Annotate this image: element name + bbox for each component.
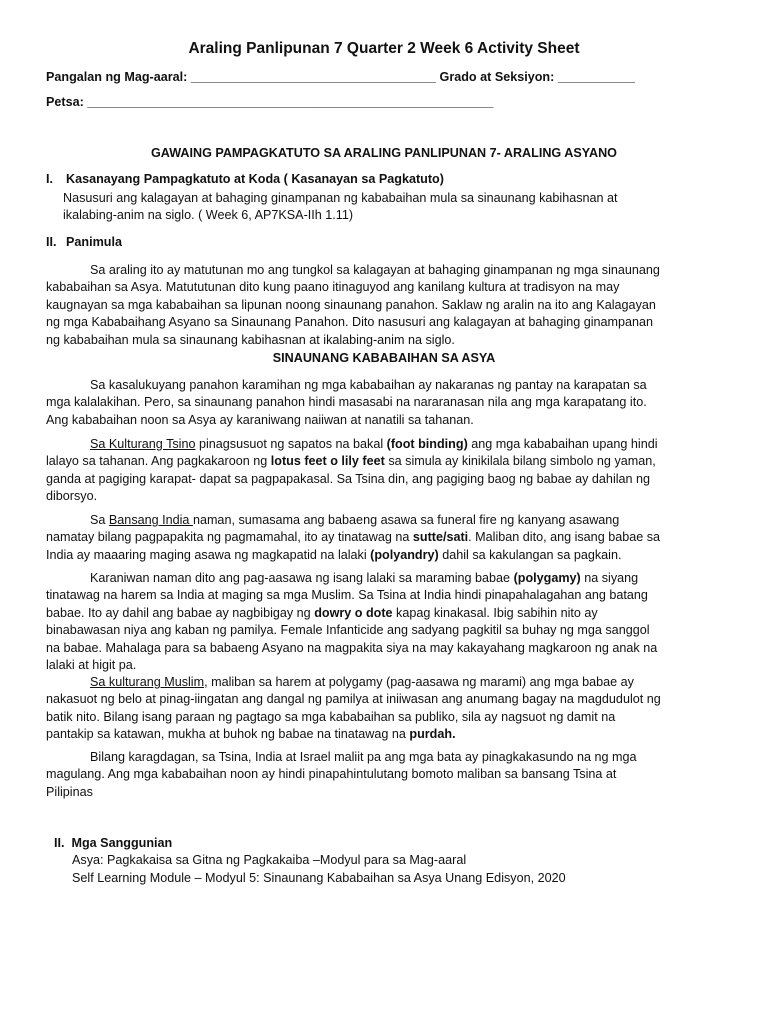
grade-label: Grado at Seksiyon: [439, 70, 555, 84]
text-run: naman, sumasama ang babaeng asawa sa funeral fire ng kanyang asawang [192, 513, 620, 527]
text-run: maliban sa harem at polygamy (pag-aasawa ng marami) ang mga babae ay [207, 675, 634, 689]
intro-line: kababaihan sa Asya. Matututunan dito kung paano itinaguyod ang kanilang kultura at tradisyon na may [46, 280, 620, 295]
date-label: Petsa: [46, 95, 84, 109]
paragraph-kulturang-muslim [46, 674, 718, 744]
paragraph-line: na babae. Mahalaga para sa babaeng Asyano na magpakita siya na may kakayahang magkaroon ng anak na [46, 640, 658, 655]
bold-term: dowry o dote [314, 605, 393, 620]
paragraph-line: batik nito. Bilang isang paraan ng pagtago sa mga kababaihan sa publiko, sila ay nagsuot ng damit na [46, 709, 616, 724]
text-run: na siyang [580, 571, 639, 585]
paragraph-polygamy [46, 570, 718, 674]
text-run: pantakip sa katawan, mukha at buhok ng babae na tinatawag na [46, 727, 410, 742]
paragraph-line: Bilang karagdagan, sa Tsina, India at Israel maliit pa ang mga bata ay pinagkakasundo na ng mga [90, 750, 637, 764]
section-1-line: ikalabing-anim na siglo. ( Week 6, AP7KSA-IIh 1.11) [63, 208, 354, 223]
paragraph-line [46, 726, 718, 743]
paragraph-karagdagan [46, 749, 718, 801]
intro-line: ng kababaihan mula sa sinaunang kabihasnan at ikalabing-anim na siglo. [46, 332, 455, 347]
text-run: namatay bilang pagpapakita ng pagmamahal, ito ay tinatawag na [46, 530, 413, 545]
bold-term: sutte/sati [412, 530, 469, 545]
paragraph-line [46, 547, 718, 564]
section-1-heading [46, 172, 444, 186]
intro-line: kaugnayan sa mga kababaihan sa lipunan noong sinaunang panahon. Saklaw ng aralin na ito ang Kalagayan [46, 297, 656, 312]
paragraph-line: nakasuot ng belo at pinag-iingatan ang dangal ng pamilya at iniiwasan ang anumang bagay na magdudulot ng [46, 692, 661, 707]
activity-heading: GAWAING PAMPAGKATUTO SA ARALING PANLIPUNAN 7- ARALING ASYANO [151, 146, 617, 160]
paragraph-line: Ang kababaihan noon sa Asya ay karaniwang naiiwan at nanatili sa tahanan. [46, 412, 474, 427]
intro-paragraph [46, 262, 718, 349]
grade-blank-line[interactable]: ___________ [557, 70, 635, 84]
text-run: . Maliban dito, ang isang babae sa [468, 530, 661, 545]
underlined-term: Sa kulturang Muslim, [90, 675, 208, 689]
references-heading [54, 835, 566, 852]
paragraph-line: lalaki at higit pa. [46, 658, 137, 673]
underlined-term: Bansang India [108, 513, 193, 527]
paragraph-line [46, 529, 718, 546]
text-run: dahil sa kakulangan sa pagkain. [438, 547, 622, 562]
text-run: sa simula ay kinikilala bilang simbolo ng yaman, [384, 454, 656, 469]
text-run: ang mga kababaihan upang hindi [467, 437, 658, 451]
paragraph-line [46, 436, 718, 453]
text-run: babae. Ito ay dahil ang babae ay nagbibigay ng [46, 605, 315, 620]
text-run: pinagsusuot ng sapatos na bakal [195, 437, 387, 451]
bold-term: (polygamy) [513, 571, 581, 585]
text-run: lalayo sa tahanan. Ang pagkakaroon ng [46, 454, 271, 469]
date-row [46, 95, 494, 109]
paragraph-line [46, 512, 718, 529]
paragraph-line: Sa kasalukuyang panahon karamihan ng mga kababaihan ay nakaranas ng pantay na karapatan sa [90, 378, 647, 392]
paragraph-line: magulang. Ang mga kababaihan noon ay hindi pinapahintulutang bomoto maliban sa bansang Tsina at [46, 767, 617, 782]
bold-term: lotus feet o lily feet [270, 454, 385, 469]
bold-term: (foot binding) [386, 437, 468, 451]
text-run: kapag kinakasal. Ibig sabihin nito ay [392, 605, 598, 620]
subheading-sinaunang-kababaihan: SINAUNANG KABABAIHAN SA ASYA [272, 351, 496, 365]
section-1-body [63, 190, 618, 225]
paragraph-line [46, 453, 718, 470]
page-title: Araling Panlipunan 7 Quarter 2 Week 6 Activity Sheet [188, 40, 580, 57]
name-label: Pangalan ng Mag-aaral: [46, 70, 188, 84]
intro-line: ng mga Kababaihang Asyano sa Sinaunang Panahon. Dito nasusuri ang kalagayan at bahaging ginampanan [46, 315, 654, 330]
paragraph-line: ganda at pagiging karapat- dapat sa pagpapakasal. Sa Tsina din, ang pagiging baog ng babae ay dahilan ng [46, 471, 651, 486]
name-blank-line[interactable]: ___________________________________ [190, 70, 437, 84]
paragraph-1 [46, 377, 718, 429]
section-2-number: II. [46, 235, 57, 249]
paragraph-line: tinatawag na harem sa India at maging sa mga Muslim. Sa Tsina at India hindi pinapahalagahan ang batang [46, 588, 648, 603]
paragraph-line: diborsyo. [46, 489, 98, 504]
intro-line: Sa araling ito ay matutunan mo ang tungkol sa kalagayan at bahaging ginampanan ng mga sinaunang [90, 263, 660, 277]
text-run: Sa [90, 513, 109, 527]
section-2-title: Panimula [66, 235, 122, 249]
paragraph-line: binabawasan niya ang kaban ng pamilya. Female Infanticide ang sadyang pagkitil sa buhay ng mga sanggol [46, 623, 650, 638]
paragraph-line: Pilipinas [46, 784, 93, 799]
text-run: Karaniwan naman dito ang pag-aasawa ng isang lalaki sa maraming babae [90, 571, 514, 585]
text-run: India ay maaaring maging asawa ng magkapatid na lalaki [46, 547, 371, 562]
bold-term: (polyandry) [370, 547, 439, 562]
paragraph-line [46, 605, 718, 622]
reference-item: Self Learning Module – Modyul 5: Sinaunang Kababaihan sa Asya Unang Edisyon, 2020 [72, 870, 566, 885]
section-1-title: Kasanayang Pampagkatuto at Koda ( Kasanayan sa Pagkatuto) [66, 172, 444, 186]
paragraph-line: mga kalalakihan. Pero, sa sinaunang panahon hindi masasabi na nararanasan nila ang mga karapatang ito. [46, 395, 647, 410]
section-1-number: I. [46, 172, 53, 186]
section-1-line: Nasusuri ang kalagayan at bahaging ginampanan ng kababaihan mula sa sinaunang kabihasnan at [63, 191, 618, 205]
references-title: Mga Sanggunian [71, 836, 173, 850]
section-2-heading [46, 235, 122, 249]
paragraph-kulturang-tsino [46, 436, 718, 506]
references-number: II. [54, 836, 65, 850]
paragraph-line [46, 570, 718, 587]
paragraph-line [46, 674, 718, 691]
name-grade-row [46, 70, 635, 84]
references-section [54, 835, 566, 887]
bold-term: purdah. [409, 727, 456, 742]
underlined-term: Sa Kulturang Tsino [90, 437, 196, 451]
reference-item: Asya: Pagkakaisa sa Gitna ng Pagkakaiba –Modyul para sa Mag-aaral [72, 853, 467, 868]
date-blank-line[interactable]: __________________________________________________________ [87, 95, 494, 109]
paragraph-bansang-india [46, 512, 718, 564]
